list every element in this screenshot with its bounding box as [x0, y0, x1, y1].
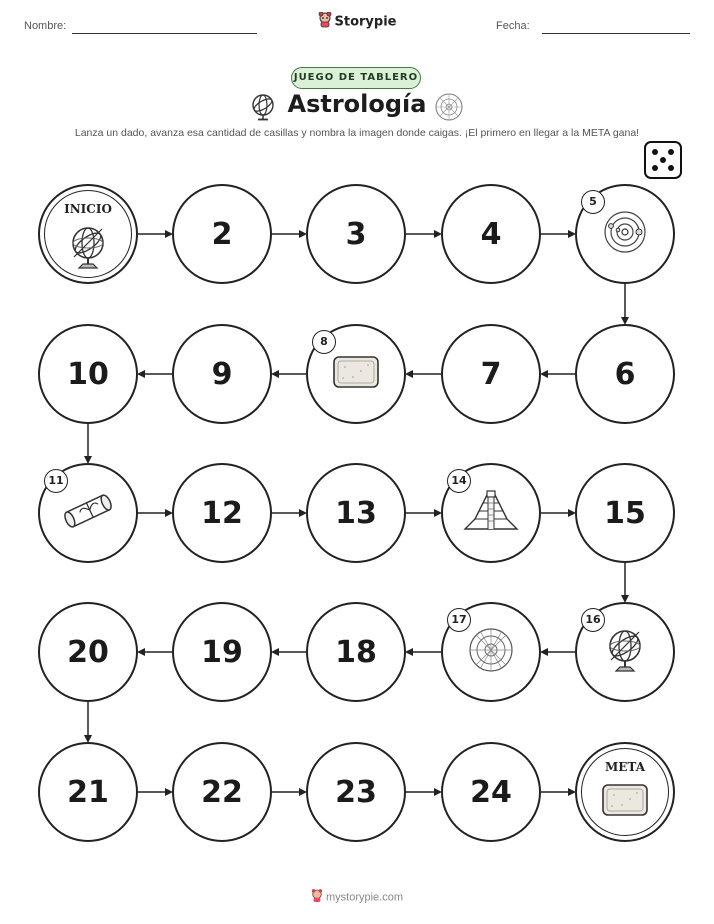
stone-tablet-icon — [600, 782, 650, 822]
cell-number-tag: 11 — [44, 469, 68, 493]
cell-number-tag: 17 — [447, 608, 471, 632]
cell-number-tag: 14 — [447, 469, 471, 493]
board-cell — [38, 742, 138, 842]
page-title: Astrología — [287, 90, 427, 118]
cell-number: 18 — [335, 634, 377, 670]
cell-number: 19 — [201, 634, 243, 670]
cell-number: 21 — [67, 774, 109, 810]
footer-url: mystorypie.com — [325, 891, 404, 904]
armillary-sphere-icon — [605, 627, 645, 677]
finish-cell — [575, 742, 675, 842]
board-cell — [172, 463, 272, 563]
start-cell — [38, 184, 138, 284]
solar-system-icon — [603, 210, 647, 258]
cell-number: 24 — [470, 774, 512, 810]
board-cell — [441, 324, 541, 424]
board-cell — [575, 463, 675, 563]
board-cell — [306, 184, 406, 284]
board-cell — [441, 184, 541, 284]
board-cell — [575, 324, 675, 424]
cell-number: 9 — [211, 356, 233, 392]
cell-number: 10 — [67, 356, 109, 392]
cell-number: 23 — [335, 774, 377, 810]
cell-number: 7 — [480, 356, 502, 392]
cell-number: 3 — [345, 216, 367, 252]
cell-number: 2 — [211, 216, 233, 252]
board-cell — [38, 602, 138, 702]
name-label: Nombre: — [24, 20, 67, 32]
cell-number: 15 — [604, 495, 646, 531]
board-cell — [306, 463, 406, 563]
cell-number: 22 — [201, 774, 243, 810]
board-cell — [172, 602, 272, 702]
pyramid-icon — [461, 489, 521, 537]
board-cell — [306, 602, 406, 702]
stone-tablet-icon — [331, 354, 381, 394]
board-cell — [172, 324, 272, 424]
category-badge: JUEGO DE TABLERO — [291, 67, 421, 89]
cell-number: 20 — [67, 634, 109, 670]
board-cell — [172, 184, 272, 284]
armillary-sphere-icon — [68, 224, 108, 274]
instructions: Lanza un dado, avanza esa cantidad de casillas y nombra la imagen donde caigas. ¡El primero en llegar a la META gana! — [74, 127, 640, 139]
cell-number-tag: 5 — [581, 190, 605, 214]
cell-number: 13 — [335, 495, 377, 531]
cell-number-tag: 16 — [581, 608, 605, 632]
board-cell — [306, 742, 406, 842]
cell-number: 12 — [201, 495, 243, 531]
footer — [0, 889, 714, 906]
cell-number-tag: 8 — [312, 330, 336, 354]
date-label: Fecha: — [496, 20, 530, 32]
start-label: INICIO — [64, 202, 112, 216]
cell-number: 4 — [480, 216, 502, 252]
brand-name: Storypie — [334, 14, 397, 30]
scroll-icon — [60, 491, 116, 535]
board-cell — [172, 742, 272, 842]
storypie-mascot-icon — [311, 889, 323, 906]
board-cell — [38, 324, 138, 424]
board-cell — [441, 742, 541, 842]
cell-number: 6 — [614, 356, 636, 392]
finish-label: META — [604, 760, 645, 774]
zodiac-wheel-icon — [468, 627, 514, 677]
